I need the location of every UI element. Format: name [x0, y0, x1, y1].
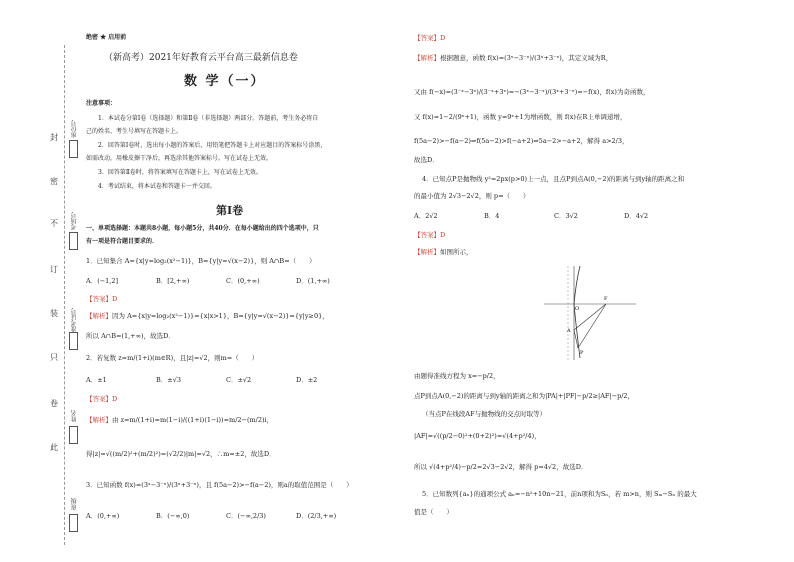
strip-char: 封	[50, 133, 58, 142]
strip-char: 密	[50, 177, 58, 186]
explanation-4	[414, 248, 473, 257]
secret-mark: 绝密 ★ 启用前	[86, 34, 127, 41]
label-f: F	[604, 296, 608, 302]
option: C．(0,+∞)	[226, 277, 260, 285]
strip-char: 只	[50, 353, 58, 362]
explanation-text: 因为 A={x|y=log₂(x²−1)}={x|x>1}，B={y|y=√(x−2)}={y|y≥0}，	[112, 312, 329, 320]
explanation-line: f(5a−2)>−f(a−2)⇒f(5a−2)>f(−a+2)⇒5a−2>−a+2，解得 a>2/3，	[414, 137, 629, 145]
explanation-line: 故选D．	[414, 156, 439, 164]
explanation-line: |AF|=√((p/2−0)²+(0+2)²)=√(4+p²/4)，	[414, 432, 541, 440]
option: A．2√2	[414, 212, 438, 220]
explanation-1	[86, 312, 329, 321]
label-o: O	[575, 306, 580, 312]
class-box[interactable]	[69, 514, 78, 532]
notice-line: 2．回答第Ⅰ卷时，选出每小题的答案后，用铅笔把答题卡上对应题目的答案标号涂黑，	[98, 142, 327, 149]
parabola-figure	[540, 262, 640, 362]
notice-line: 4．考试结束，将本试卷和答题卡一并交回。	[98, 183, 216, 190]
binding-line	[64, 45, 65, 545]
notice-line: 3．回答第Ⅱ卷时，将答案填写在答题卡上，写在试卷上无效。	[98, 169, 262, 176]
option: B．[2,+∞)	[156, 277, 190, 285]
strip-char: 此	[50, 443, 58, 452]
question-1-options	[86, 277, 366, 286]
paper-subject: 数 学（一）	[184, 74, 266, 89]
question-2-options	[86, 376, 366, 385]
option: C．3√2	[554, 212, 578, 220]
paper-title: （新高考）2021年好教育云平台高三最新信息卷	[104, 53, 298, 63]
section-intro: 一、单项选择题：本题共8小题，每小题5分，共40分．在每小题给出的四个选项中，只	[86, 225, 319, 232]
label-exam-no: 准考证号	[71, 308, 78, 332]
option: D．4√2	[624, 212, 649, 220]
strip-char: 装	[50, 309, 58, 318]
option: A．(−1,2]	[86, 277, 119, 285]
answer-tag: 【答案】D	[414, 34, 446, 42]
label-seat-no: 座位号	[71, 120, 78, 138]
notice-line: 己的姓名、考生号填写在答题卡上。	[86, 128, 183, 135]
room-no-box[interactable]	[69, 232, 78, 250]
option: C．(−∞,2/3)	[226, 512, 266, 520]
strip-char: 不	[50, 219, 58, 228]
answer-tag: 【答案】D	[86, 395, 118, 403]
notice-line: 1．本试卷分第Ⅰ卷（选择题）和第Ⅱ卷（非选择题）两部分。答题前，考生务必将自	[98, 115, 319, 122]
explanation-text: 由 z=m/(1+i)=m(1−i)/((1+i)(1−i))=m/2−(m/2)i，	[112, 416, 274, 424]
label-room-no: 考场号	[71, 212, 78, 230]
section-intro: 有一项是符合题目要求的．	[86, 238, 159, 245]
option: B．(−∞,0)	[156, 512, 190, 520]
option: D．±2	[296, 376, 318, 384]
notice-heading: 注意事项：	[86, 100, 117, 107]
option: A．(0,+∞)	[86, 512, 120, 520]
seat-no-box[interactable]	[69, 140, 78, 158]
option: D．(1,+∞)	[296, 277, 330, 285]
question-5: 5．已知数列{aₙ}的通项公式 aₙ=−n²+10n−21，前n项和为Sₙ，若 m>n，则 Sₘ−Sₙ 的最大	[422, 490, 697, 498]
question-1: 1．已知集合 A={x|y=log₂(x²−1)}，B={y|y=√(x−2)}，则 A∩B=（ ）	[86, 257, 316, 265]
strip-char: 订	[50, 265, 58, 274]
question-3: 3．已知函数 f(x)=(3ˣ−3⁻ˣ)/(3ˣ+3⁻ˣ)，且 f(5a−2)>−f(a−2)，则a的取值范围是（ ）	[86, 481, 353, 489]
explanation-line: 又由 f(−x)=(3⁻ˣ−3ˣ)/(3⁻ˣ+3ˣ)=−(3ˣ−3⁻ˣ)/(3ˣ+3⁻ˣ)=−f(x)，f(x)为奇函数，	[414, 88, 650, 96]
question-4-options	[414, 212, 694, 221]
label-a: A	[567, 328, 571, 334]
answer-tag: 【答案】D	[414, 231, 446, 239]
explanation-2	[86, 416, 273, 425]
question-2: 2．若复数 z=m/(1+i)(m∈R)，且|z|=√2，则m=（ ）	[86, 354, 259, 362]
explanation-line: 所以 A∩B=(1,+∞)，故选D．	[86, 332, 175, 340]
explanation-tag: 【解析】	[86, 312, 112, 320]
name-box[interactable]	[69, 426, 78, 444]
explanation-line: 所以 √(4+p²/4)−p/2=2√3−2√2，解得 p=4√2，故选D．	[414, 463, 588, 471]
notice-line: 如需改动，用橡皮擦干净后，再选涂其他答案标号。写在试卷上无效。	[86, 155, 273, 162]
label-p: P	[580, 350, 584, 356]
answer-tag: 【答案】D	[86, 295, 118, 303]
explanation-line: 得|z|=√((m/2)²+(m/2)²)=(√2/2)|m|=√2，∴m=±2，故选D．	[86, 450, 276, 458]
explanation-tag: 【解析】	[414, 54, 440, 62]
explanation-line: 点P到点A(0,−2)的距离与到y轴的距离之和为|PA|+|PF|−p/2≥|AF|−p/2，	[414, 392, 635, 400]
segment-pf	[578, 304, 606, 348]
explanation-line: （当点P在线段AF与抛物线的交点时取等）	[422, 410, 547, 418]
option: B．±√3	[156, 376, 182, 384]
strip-char: 卷	[50, 399, 58, 408]
label-class: 班级	[71, 498, 78, 510]
explanation-line: 又 f(x)=1−2/(9ˣ+1)，函数 y=9ˣ+1为增函数，则 f(x)在R上单调递增，	[414, 113, 627, 121]
explanation-3	[414, 54, 612, 63]
explanation-tag: 【解析】	[414, 248, 440, 256]
explanation-tag: 【解析】	[86, 416, 112, 424]
section-title: 第Ⅰ卷	[216, 204, 244, 217]
question-5-cont: 值是（ ）	[414, 508, 453, 516]
question-4-cont: 的最小值为 2√3−2√2，则 p=（ ）	[414, 192, 530, 200]
question-3-options	[86, 512, 366, 521]
explanation-text: 如图所示，	[440, 248, 473, 256]
option: B．4	[484, 212, 500, 220]
option: D．(2/3,+∞)	[296, 512, 337, 520]
label-name: 姓名	[71, 410, 78, 422]
explanation-text: 根据题意，函数 f(x)=(3ˣ−3⁻ˣ)/(3ˣ+3⁻ˣ)，其定义域为R，	[440, 54, 613, 62]
exam-no-box[interactable]	[69, 332, 78, 350]
option: A．±1	[86, 376, 107, 384]
question-4: 4．已知点P是抛物线 y²=2px(p>0)上一点，且点P到点A(0,−2)的距离与到y轴的距离之和	[422, 175, 685, 183]
explanation-line: 由题得准线方程为 x=−p/2，	[414, 372, 500, 380]
option: C．±√2	[226, 376, 252, 384]
